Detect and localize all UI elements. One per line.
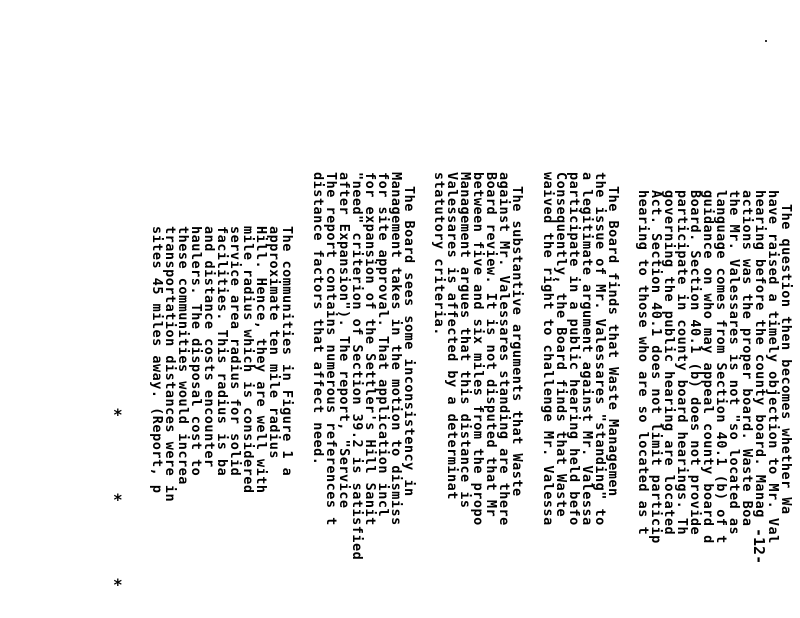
- paragraph-3-line: Management argues that this distance is: [457, 172, 473, 509]
- page-number: -12-: [750, 528, 768, 565]
- quote-line: approximate ten mile radius: [266, 226, 282, 459]
- paragraph-2-line: a legitimate argument against Mr. Valessa: [579, 172, 595, 526]
- paragraph-1-line: The question then becomes whether Wa: [778, 204, 794, 515]
- paragraph-1-line: participate in county board hearings. Th: [674, 190, 690, 536]
- paragraph-4-line: distance factors that affect need.: [310, 172, 326, 466]
- quote-line: service area radius for solid: [227, 226, 243, 477]
- quote-line: The communities in Figure 1 a: [279, 226, 295, 477]
- paragraph-2-line: waived the right to challenge Mr. Valessa: [540, 172, 556, 526]
- paragraph-4-line: after Expansion"). The report, "Service: [336, 172, 352, 509]
- paragraph-3-line: The substantive arguments that Waste: [509, 186, 525, 497]
- paragraph-1-line: Board. Section 40.1 (b) does not provide: [687, 190, 703, 536]
- paragraph-1-line: governing the public hearing are located: [661, 190, 677, 536]
- paragraph-2-line: participate in a public hearing held befo: [566, 172, 582, 526]
- quote-line: these communities would increa: [175, 226, 191, 485]
- quote-line: and distance costs encounter: [201, 226, 217, 468]
- paragraph-3-line: Board review. It is not disputed that Mr: [483, 172, 499, 518]
- quote-line: Hill. Hence, they are well with: [253, 226, 269, 494]
- asterisk: *: [113, 490, 123, 509]
- asterisk: *: [113, 575, 123, 594]
- paragraph-2-line: The Board finds that Waste Managemen: [605, 186, 621, 497]
- paragraph-4-line: The report contains numerous references t: [323, 172, 339, 526]
- paragraph-1-line: language comes from Section 40.1 (b) of t: [713, 190, 729, 544]
- paragraph-1-line: actions was the proper board. Waste Boa: [739, 190, 755, 527]
- quote-line: haulers. The disposal cost to: [188, 226, 204, 477]
- paragraph-1-line: hearing before the county board. Manag: [752, 190, 768, 518]
- quote-line: sites 45 miles away. (Report, p: [149, 226, 165, 494]
- paragraph-3-line: between five and six miles from the propo: [470, 172, 486, 526]
- paragraph-1-line: hearing to those who are so located as t: [635, 190, 651, 536]
- paragraph-3-line: Valessares is affected by a determinat: [444, 172, 460, 500]
- quote-line: transportation distances were in: [162, 226, 178, 503]
- scan-speck: [765, 40, 767, 42]
- paragraph-3-line: against Mr. Valessares standing are there: [496, 172, 512, 526]
- paragraph-2-line: Consequently, the Board finds that Waste: [553, 172, 569, 518]
- paragraph-3-line: statutory criteria.: [431, 172, 447, 336]
- paragraph-1-line: have raised a timely objection to Mr. Val: [765, 190, 781, 544]
- paragraph-2-line: the issue of Mr. Valessares "standing" to: [592, 172, 608, 526]
- paragraph-1-line: the Mr. Valessares is not "so located as: [726, 190, 742, 536]
- paragraph-4-line: The Board sees some inconsistency in: [401, 186, 417, 497]
- paragraph-4-line: for expansion of the Settler's Hill Sanit: [362, 172, 378, 526]
- quote-line: mile radius which is considered: [240, 226, 256, 494]
- quote-line: facilities. This radius is ba: [214, 226, 230, 477]
- asterisk: *: [113, 405, 123, 424]
- paragraph-4-line: "need" criterion of Section 39.2 is satisfied: [349, 172, 365, 561]
- paragraph-4-line: for site approval. That application incl: [375, 172, 391, 518]
- paragraph-4-line: Management takes in the motion to dismiss: [388, 172, 404, 526]
- paragraph-1-line: Act. Section 40.1 does not limit particip: [648, 190, 664, 544]
- paragraph-1-line: guidance on who may appeal county board d: [700, 190, 716, 544]
